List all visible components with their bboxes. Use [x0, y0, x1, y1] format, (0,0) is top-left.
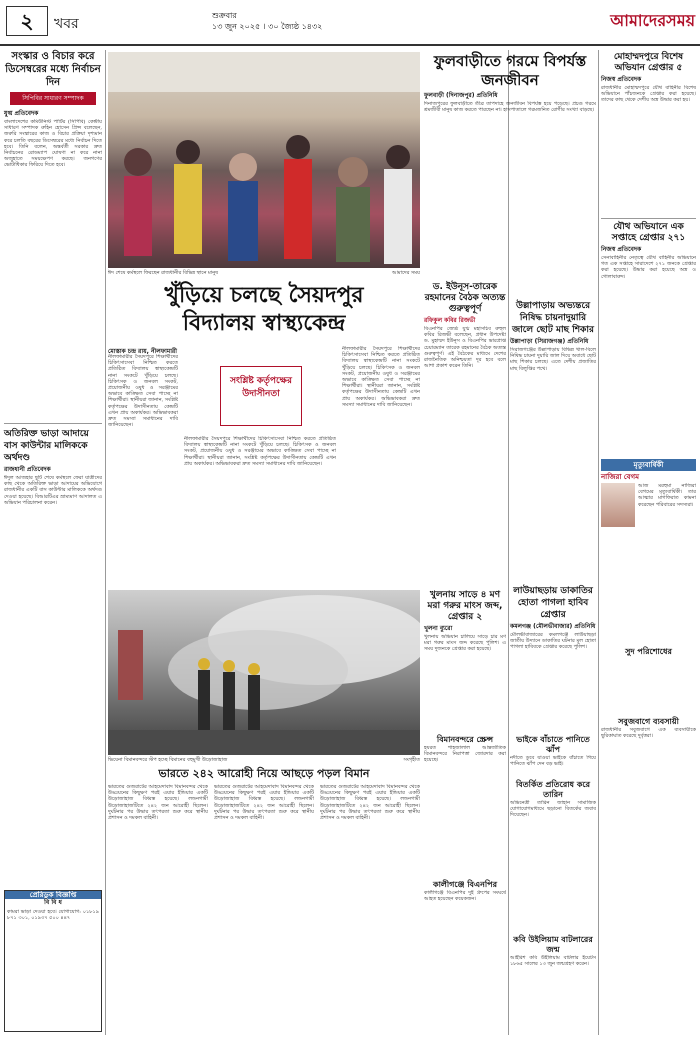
byline: রাজধানী প্রতিবেদক	[4, 466, 51, 473]
headline-kaliganj: কালীগঞ্জে বিএনপির	[433, 880, 497, 889]
lead-headline	[108, 282, 420, 338]
crowd-photo-art	[108, 52, 420, 268]
ad-body: কামরা ভাড়া দেওয়া হবে। যোগাযোগ: ০১৮১৯ ৮৭১ ৩০১, ০১৯৩৭ ৫০০ ৪৪৭	[7, 909, 99, 922]
lead-body-col1: নীলফামারীর সৈয়দপুরে শিক্ষার্থীদের চিকিৎসাসেবা নিশ্চিত করতে প্রতিষ্ঠিত বিদ্যালয় স্বাস্থ্যকেন্দ্রটি নানা সংকটে খুঁড়িয়ে চলছে। চিকিৎসক ও জনবল সংকট, প্রয়োজনীয় ওষুধ ও সরঞ্জামের অভাবে কাঙ্ক্ষিত সেবা পাচ্ছে না শিক্ষার্থীরা। স্থানীয়রা জানান, সংশ্লিষ্ট কর্তৃপক্ষের উদাসীনতায় কেন্দ্রটি এখন প্রায় অকার্যকর। অভিভাবকরা দ্রুত সমস্যা সমাধানের দাবি জানিয়েছেন।	[108, 354, 178, 429]
tarin-story	[510, 780, 596, 930]
right-column	[601, 52, 696, 1032]
plane-crash-photo-art	[108, 590, 420, 755]
headline-airport: বিমানবন্দরে স্ক্রেন্স	[436, 735, 494, 744]
divider	[4, 423, 102, 424]
headline-beef: খুলনায় সাড়ে ৪ মণ মরা গরুর মাংস জব্দ, গ্রেপ্তার ২	[427, 590, 503, 622]
crowd-photo	[108, 52, 420, 268]
headline-poet: কবি উইলিয়াম বাটলারের জন্ম	[513, 935, 593, 954]
obituary-photo	[601, 483, 635, 527]
divider	[601, 218, 696, 219]
lead-article	[108, 346, 420, 582]
article-body: সেনাবাহিনীর নেতৃত্বে যৌথ বাহিনীর অভিযানে গত এক সপ্তাহে সারাদেশে ২৭১ জনকে গ্রেপ্তার করা হয়েছে। উদ্ধার করা হয়েছে অস্ত্র ও গোলাবারুদ।	[601, 255, 696, 280]
headline-meeting: ড. ইউনূস-তারেক রহমানের বৈঠক অত্যন্ত গুরুত্বপূর্ণ	[424, 282, 506, 314]
byline: উল্লাপাড়া (সিরাজগঞ্জ) প্রতিনিধি	[510, 338, 589, 345]
plane-crash-photo	[108, 590, 420, 755]
headline-mohammadpur: মোহাম্মদপুরে বিশেষ অভিযান গ্রেপ্তার ৫	[613, 52, 684, 73]
photo-credit: সংগৃহীত	[403, 757, 420, 763]
article-body: মৌলভীবাজারের কমলগঞ্জে লাউয়াছড়া জাতীয় উদ্যানে ডাকাতির ঘটনার মূল হোতা পাগলা হাবিবকে গ্রেপ্তার করেছে পুলিশ।	[510, 632, 596, 651]
headline-joint-drive: যৌথ অভিযানে এক সপ্তাহে গ্রেপ্তার ২৭১	[611, 222, 686, 243]
byline: যুগ্ম প্রতিবেদক	[4, 110, 39, 117]
plane-body-col3: ভারতের গুজরাটের আহমেদাবাদ বিমানবন্দর থেকে উড্ডয়নের কিছুক্ষণ পরই এয়ার ইন্ডিয়ার একটি উড়োজাহাজ বিধ্বস্ত হয়েছে। লন্ডনগামী উড়োজাহাজটিতে ২৪২ জন আরোহী ছিলেন। দুর্ঘটনার পর উদ্ধার তৎপরতা শুরু করে স্থানীয় প্রশাসন ও দমকল বাহিনী।	[320, 784, 420, 822]
headline-robbery: লাউয়াছড়ায় ডাকাতির হোতা পাগলা হাবিব গ্রেপ্তার	[513, 586, 593, 620]
article-body: বাংলাদেশের কমিউনিস্ট পার্টির (সিপিবি) কেন্দ্রীয় সাধারণ সম্পাদক রুহিন হোসেন প্রিন্স বলেছেন, জরুরি সংস্কারের কাজ ও বিচার প্রক্রিয়া দৃশ্যমান করে চলতি বছরের ডিসেম্বরের মধ্যে নির্বাচন দিতে হবে। তিনি বলেন, অন্তর্বর্তী সরকার দ্রুত নির্বাচনের রোডম্যাপ ঘোষণা না করে নানা অজুহাতে সময়ক্ষেপণ করছে। জনগণের ভোটাধিকার ফিরিয়ে দিতে হবে।	[4, 119, 102, 169]
byline: খুলনা ব্যুরো	[424, 625, 453, 632]
byline: কমলগঞ্জ (মৌলভীবাজার) প্রতিনিধি	[510, 623, 596, 630]
article-body: অভিনেত্রী তারিন জাহান সামাজিক যোগাযোগমাধ্যমে ছড়ানো বিতর্কের জবাব দিয়েছেন।	[510, 800, 596, 819]
obituary-body: আজ মরহুমা নাজিরা বেগমের মৃত্যুবার্ষিকী। তার আত্মার মাগফিরাত কামনা করেছেন পরিবারের সদস্যরা।	[638, 483, 696, 508]
byline: রফিকুল কবির রিজভী	[424, 317, 476, 324]
headline-fishing: উল্লাপাড়ায় অভ্যন্তরে নিষিদ্ধ চায়নাদুয়ারি জালে ছোট মাছ শিকার	[512, 301, 594, 335]
article-body: আইরিশ কবি উইলিয়াম বাটলার ইয়েটস ১৮৬৫ সালের ১৩ জুন জন্মগ্রহণ করেন।	[510, 955, 596, 968]
lead-body-col3: নীলফামারীর সৈয়দপুরে শিক্ষার্থীদের চিকিৎসাসেবা নিশ্চিত করতে প্রতিষ্ঠিত বিদ্যালয় স্বাস্থ্যকেন্দ্রটি নানা সংকটে খুঁড়িয়ে চলছে। চিকিৎসক ও জনবল সংকট, প্রয়োজনীয় ওষুধ ও সরঞ্জামের অভাবে কাঙ্ক্ষিত সেবা পাচ্ছে না শিক্ষার্থীরা। স্থানীয়রা জানান, সংশ্লিষ্ট কর্তৃপক্ষের উদাসীনতায় কেন্দ্রটি এখন প্রায় অকার্যকর। অভিভাবকরা দ্রুত সমস্যা সমাধানের দাবি জানিয়েছেন।	[342, 346, 420, 408]
beef-story	[424, 590, 506, 730]
article-body: কালীগঞ্জে বিএনপির দুই গ্রুপের সংঘর্ষে আহত হয়েছেন কয়েকজন।	[424, 890, 506, 903]
robbery-story	[510, 585, 596, 730]
classified-ad	[4, 890, 102, 1032]
article-body: দিনাজপুরের ফুলবাড়ীতে তীব্র তাপদাহে জনজীবন বিপর্যস্ত হয়ে পড়েছে। প্রচণ্ড গরমে শ্রমজীবী মানুষ কাজ করতে পারছেন না। হাসপাতালে গরমজনিত রোগীর সংখ্যা বাড়ছে।	[424, 101, 596, 114]
headline-bus-fine: অতিরিক্ত ভাড়া আদায়ে বাস কাউন্টার মালিককে অর্থদণ্ড	[4, 429, 89, 463]
headline-plane-crash: ভারতে ২৪২ আরোহী নিয়ে আছড়ে পড়ল বিমান	[158, 767, 370, 780]
plane-body-col2: ভারতের গুজরাটের আহমেদাবাদ বিমানবন্দর থেকে উড্ডয়নের কিছুক্ষণ পরই এয়ার ইন্ডিয়ার একটি উড়োজাহাজ বিধ্বস্ত হয়েছে। লন্ডনগামী উড়োজাহাজটিতে ২৪২ জন আরোহী ছিলেন। দুর্ঘটনার পর উদ্ধার তৎপরতা শুরু করে স্থানীয় প্রশাসন ও দমকল বাহিনী।	[214, 784, 314, 822]
page-number: ২	[6, 6, 48, 36]
column-rule	[598, 50, 599, 1035]
headline-heat: ফুলবাড়ীতে গরমে বিপর্যস্ত জনজীবন	[433, 52, 587, 89]
lead-body-col2: নীলফামারীর সৈয়দপুরে শিক্ষার্থীদের চিকিৎসাসেবা নিশ্চিত করতে প্রতিষ্ঠিত বিদ্যালয় স্বাস্থ্যকেন্দ্রটি নানা সংকটে খুঁড়িয়ে চলছে। চিকিৎসক ও জনবল সংকট, প্রয়োজনীয় ওষুধ ও সরঞ্জামের অভাবে কাঙ্ক্ষিত সেবা পাচ্ছে না শিক্ষার্থীরা। স্থানীয়রা জানান, সংশ্লিষ্ট কর্তৃপক্ষের উদাসীনতায় কেন্দ্রটি এখন প্রায় অকার্যকর। অভিভাবকরা দ্রুত সমস্যা সমাধানের দাবি জানিয়েছেন।	[184, 436, 336, 467]
article-body: হযরত শাহজালাল আন্তর্জাতিক বিমানবন্দরে নিরাপত্তা জোরদার করা হয়েছে।	[424, 745, 506, 764]
article-body: ঈদুল আজহার ছুটি শেষে কর্মস্থলে ফেরা যাত্রীদের কাছ থেকে অতিরিক্ত ভাড়া আদায়ের অভিযোগে রাজধানীর একটি বাস কাউন্টার মালিককে অর্থদণ্ড দেওয়া হয়েছে। বিআরটিএর ভ্রাম্যমাণ আদালত এ অভিযান পরিচালনা করেন।	[4, 475, 102, 506]
airport-story	[424, 735, 506, 875]
left-column	[4, 50, 102, 1035]
lead-headline-line1: খুঁড়িয়ে চলছে সৈয়দপুর	[164, 283, 364, 308]
obituary-label: মৃত্যুবার্ষিকী	[601, 459, 696, 471]
byline: নিজস্ব প্রতিবেদক	[601, 76, 642, 83]
brother-story	[510, 735, 596, 775]
headline-sabujbagh: সবুজবাগে ব্যবসায়ী	[618, 717, 679, 726]
date-line: শুক্রবার ১৩ জুন ২০২৫ । ৩০ জ্যৈষ্ঠ ১৪৩২	[212, 11, 323, 31]
section-name: খবর	[54, 16, 79, 32]
byline: ফুলবাড়ী (দিনাজপুর) প্রতিনিধি	[424, 92, 498, 99]
headline-election: সংস্কার ও বিচার করে ডিসেম্বরের মধ্যে নির্বাচন দিন	[5, 51, 101, 88]
newspaper-logo: আমাদেরসময়	[610, 11, 695, 30]
ad-label: প্রেরিডুক বিজ্ঞপ্তি	[5, 891, 101, 899]
lead-headline-line2: বিদ্যালয় স্বাস্থ্যকেন্দ্র	[182, 311, 346, 336]
article-body: রাজধানীর সবুজবাগে এক ব্যবসায়ীকে ছুরিকাঘাত করেছে দুর্বৃত্তরা।	[601, 727, 696, 740]
article-body: খুলনায় অভিযান চালিয়ে সাড়ে চার মণ মরা গরুর মাংস জব্দ করেছে পুলিশ। এ সময় দুজনকে গ্রেপ্তার করা হয়েছে।	[424, 634, 506, 653]
column-rule	[105, 50, 106, 1035]
headline-tarin: বিতর্কিত প্রতিরোধ করে তারিন	[515, 780, 591, 799]
article-body: রাজধানীর মোহাম্মদপুরে যৌথ বাহিনীর বিশেষ অভিযানে পাঁচজনকে গ্রেপ্তার করা হয়েছে। তাদের কাছ থেকে দেশীয় অস্ত্র উদ্ধার করা হয়।	[601, 85, 696, 104]
kaliganj-story	[424, 880, 506, 1030]
article-body: নদীতে ডুবে যাওয়া ভাইকে বাঁচাতে গিয়ে পানিতে ঝাঁপ দেন বড় ভাই।	[510, 755, 596, 768]
byline: নিজস্ব প্রতিবেদক	[601, 246, 642, 253]
pull-quote: সংশ্লিষ্ট কর্তৃপক্ষের উদাসীনতা	[220, 366, 302, 426]
article-body: সিরাজগঞ্জের উল্লাপাড়ায় বিভিন্ন খাল-বিলে নিষিদ্ধ চায়না দুয়ারি জাল দিয়ে অবাধে ছোট মাছ শিকার চলছে। এতে দেশীয় প্রজাতির মাছ বিলুপ্তির পথে।	[510, 347, 596, 372]
poet-story	[510, 935, 596, 1030]
photo-credit: আমাদের সময়	[391, 270, 420, 276]
masthead	[0, 0, 700, 46]
obituary-name: নাজিরা বেগম	[601, 473, 640, 481]
tagline: সিপিবির সাধারণ সম্পাদক	[10, 92, 96, 105]
plane-body-col1: ভারতের গুজরাটের আহমেদাবাদ বিমানবন্দর থেকে উড্ডয়নের কিছুক্ষণ পরই এয়ার ইন্ডিয়ার একটি উড়োজাহাজ বিধ্বস্ত হয়েছে। লন্ডনগামী উড়োজাহাজটিতে ২৪২ জন আরোহী ছিলেন। দুর্ঘটনার পর উদ্ধার তৎপরতা শুরু করে স্থানীয় প্রশাসন ও দমকল বাহিনী।	[108, 784, 208, 822]
ad-title: বি বি ধ	[44, 899, 62, 906]
photo-caption: ভিয়েনা বিমানবন্দরে স্টপ হচ্ছে বিমানের বহুমুখী উড়োজাহাজ	[108, 757, 228, 763]
photo-caption: ঈদ শেষে কর্মস্থলে ফিরছেন রাজধানীর বিভিন্ন স্থানে মানুষ	[108, 270, 218, 276]
fishing-story-body	[510, 300, 596, 580]
article-body: বিএনপির জ্যেষ্ঠ যুগ্ম মহাসচিব রুহুল কবির রিজভী বলেছেন, প্রধান উপদেষ্টা ড. মুহাম্মদ ইউনূস ও বিএনপির ভারপ্রাপ্ত চেয়ারম্যান তারেক রহমানের বৈঠক অত্যন্ত গুরুত্বপূর্ণ। এই বৈঠকের মাধ্যমে দেশের রাজনৈতিক অনিশ্চয়তা দূর হবে বলে আশা প্রকাশ করেন তিনি।	[424, 326, 506, 370]
lead-byline: মোস্তাক চন্দ্র রায়, নীলফামারী	[108, 348, 177, 355]
headline-interest: সুদ পরিশোধের	[625, 647, 672, 656]
headline-brother: ভাইকে বাঁচাতে পানিতে ঝাঁপ	[516, 735, 590, 754]
